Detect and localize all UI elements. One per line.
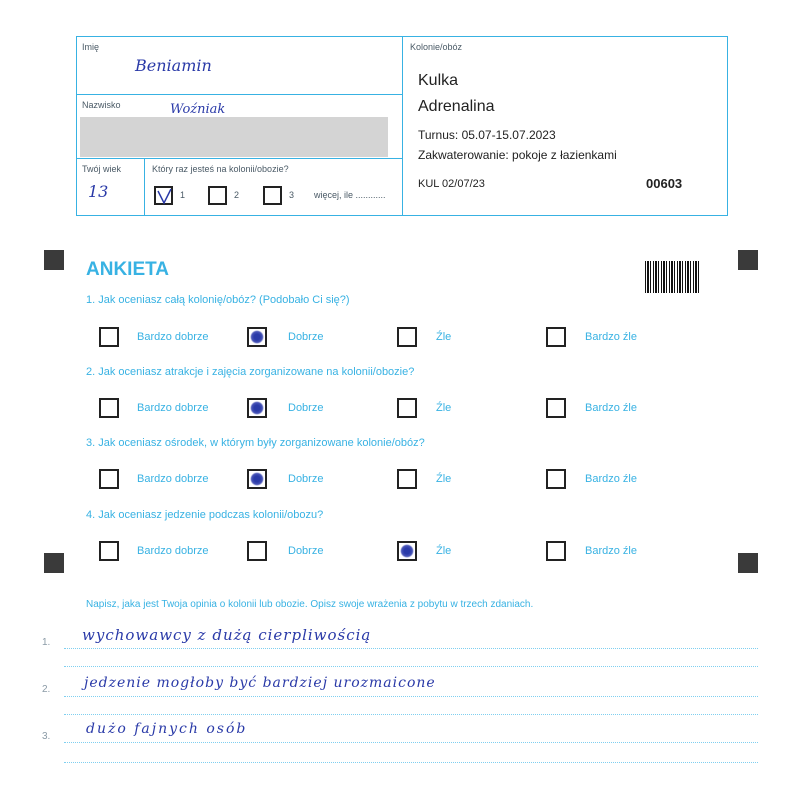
dotted-line-1b: [64, 666, 758, 667]
registration-marker-top-left: [44, 250, 64, 270]
q1-label-bardzo-zle: Bardzo źle: [585, 331, 637, 343]
barcode: [645, 261, 701, 293]
q2-option-bardzo-zle[interactable]: [546, 398, 566, 418]
q2-option-zle[interactable]: [397, 398, 417, 418]
age-value[interactable]: 13: [88, 182, 109, 201]
q4-option-bardzo-zle[interactable]: [546, 541, 566, 561]
name-label: Imię: [82, 42, 100, 52]
q1-option-bardzo-dobrze[interactable]: [99, 327, 119, 347]
q3-option-zle[interactable]: [397, 469, 417, 489]
camp-label: Kolonie/obóz: [410, 42, 463, 52]
q2-label-dobrze: Dobrze: [288, 402, 324, 414]
q4-option-dobrze[interactable]: [247, 541, 267, 561]
q2-label-zle: Źle: [436, 402, 452, 414]
camp-line-2: Adrenalina: [418, 98, 495, 115]
checkmark-icon: [156, 188, 173, 205]
accommodation-text: Zakwaterowanie: pokoje z łazienkami: [418, 148, 617, 162]
q1-option-zle[interactable]: [397, 327, 417, 347]
q4-label-bardzo-dobrze: Bardzo dobrze: [137, 545, 209, 557]
surname-label: Nazwisko: [82, 100, 121, 110]
dotted-line-3a: [64, 742, 758, 743]
q3-label-zle: Źle: [436, 473, 452, 485]
q3-label-bardzo-zle: Bardzo źle: [585, 473, 637, 485]
dotted-line-1a: [64, 648, 758, 649]
question-1-text: 1. Jak oceniasz całą kolonię/obóz? (Podobało Ci się?): [86, 294, 350, 306]
q4-scribble-mark: [400, 544, 414, 558]
dotted-line-2b: [64, 714, 758, 715]
times-checkbox-2[interactable]: [208, 186, 227, 205]
times-option-3: 3: [289, 190, 295, 200]
q1-label-bardzo-dobrze: Bardzo dobrze: [137, 331, 209, 343]
q2-option-bardzo-dobrze[interactable]: [99, 398, 119, 418]
question-4-text: 4. Jak oceniasz jedzenie podczas kolonii/obozu?: [86, 509, 324, 521]
q3-option-dobrze[interactable]: [247, 469, 267, 489]
turnus-text: Turnus: 05.07-15.07.2023: [418, 128, 556, 142]
survey-title: ANKIETA: [86, 259, 170, 280]
opinion-line-3[interactable]: dużo fajnych osób: [86, 721, 248, 737]
dotted-line-2a: [64, 696, 758, 697]
line-number-2: 2.: [42, 684, 51, 695]
q4-label-bardzo-zle: Bardzo źle: [585, 545, 637, 557]
times-checkbox-3[interactable]: [263, 186, 282, 205]
q1-scribble-mark: [250, 330, 264, 344]
q3-option-bardzo-dobrze[interactable]: [99, 469, 119, 489]
header-vertical-divider: [402, 36, 403, 216]
dotted-line-3b: [64, 762, 758, 763]
q3-option-bardzo-zle[interactable]: [546, 469, 566, 489]
registration-marker-bottom-right: [738, 553, 758, 573]
question-2-text: 2. Jak oceniasz atrakcje i zajęcia zorganizowane na kolonii/obozie?: [86, 366, 415, 378]
times-question: Który raz jesteś na kolonii/obozie?: [152, 164, 289, 174]
header-divider-1: [76, 94, 402, 95]
header-divider-2: [76, 158, 402, 159]
line-number-1: 1.: [42, 637, 51, 648]
q4-label-zle: Źle: [436, 545, 452, 557]
age-divider: [144, 158, 145, 216]
registration-marker-bottom-left: [44, 553, 64, 573]
opinion-line-2[interactable]: jedzenie mogłoby być bardziej urozmaicone: [84, 675, 436, 691]
q3-label-dobrze: Dobrze: [288, 473, 324, 485]
question-3-text: 3. Jak oceniasz ośrodek, w którym były zorganizowane kolonie/obóz?: [86, 437, 425, 449]
age-label: Twój wiek: [82, 164, 122, 174]
q2-label-bardzo-dobrze: Bardzo dobrze: [137, 402, 209, 414]
opinion-line-1[interactable]: wychowawcy z dużą cierpliwością: [82, 626, 372, 644]
q3-scribble-mark: [250, 472, 264, 486]
camp-line-1: Kulka: [418, 72, 459, 89]
q2-option-dobrze[interactable]: [247, 398, 267, 418]
name-value[interactable]: Beniamin: [135, 56, 212, 75]
q1-option-dobrze[interactable]: [247, 327, 267, 347]
q4-option-bardzo-dobrze[interactable]: [99, 541, 119, 561]
q3-label-bardzo-dobrze: Bardzo dobrze: [137, 473, 209, 485]
q1-option-bardzo-zle[interactable]: [546, 327, 566, 347]
q1-label-zle: Źle: [436, 331, 452, 343]
registration-marker-top-right: [738, 250, 758, 270]
times-option-2: 2: [234, 190, 240, 200]
q2-scribble-mark: [250, 401, 264, 415]
surname-value[interactable]: Woźniak: [170, 102, 226, 117]
camp-code: KUL 02/07/23: [418, 178, 485, 190]
times-more: więcej, ile ............: [314, 190, 386, 200]
q4-option-zle[interactable]: [397, 541, 417, 561]
q4-label-dobrze: Dobrze: [288, 545, 324, 557]
line-number-3: 3.: [42, 731, 51, 742]
q1-label-dobrze: Dobrze: [288, 331, 324, 343]
opinion-prompt: Napisz, jaka jest Twoja opinia o kolonii lub obozie. Opisz swoje wrażenia z pobytu w trzech zdaniach.: [86, 599, 534, 610]
form-number: 00603: [646, 176, 683, 191]
q2-label-bardzo-zle: Bardzo źle: [585, 402, 637, 414]
times-checkbox-1[interactable]: [154, 186, 173, 205]
times-option-1: 1: [180, 190, 186, 200]
redaction-bar: [80, 117, 388, 157]
